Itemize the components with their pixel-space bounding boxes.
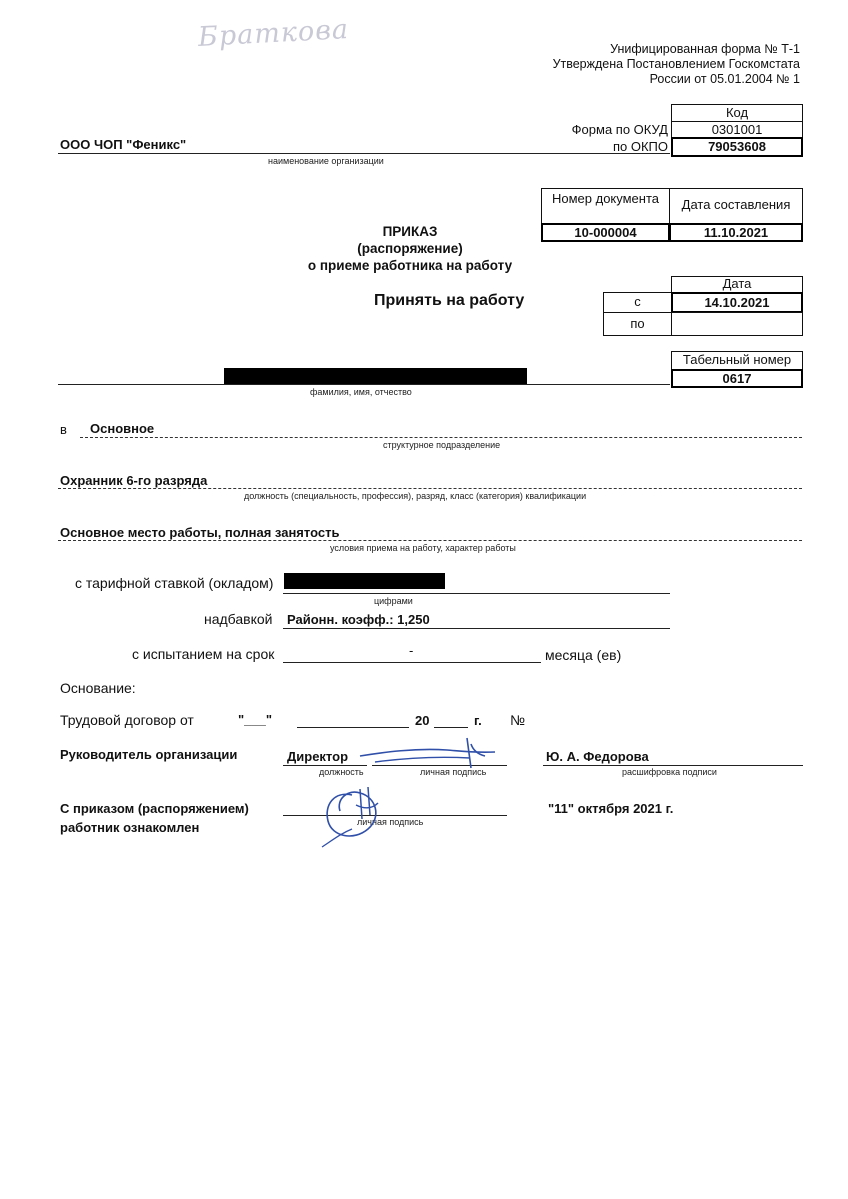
form-header (440, 42, 800, 87)
probation-value: - (409, 643, 414, 658)
salary-caption: цифрами (374, 596, 413, 606)
department-value: Основное (90, 421, 155, 436)
organization-name: ООО ЧОП "Феникс" (60, 137, 187, 152)
okud-label: Форма по ОКУД (571, 122, 668, 137)
conditions-underline (58, 540, 802, 541)
doc-number-cell: 10-000004 (541, 223, 670, 242)
tab-number-header-cell: Табельный номер (671, 351, 803, 370)
doc-date-header-cell: Дата составления (669, 188, 803, 224)
salary-value-redacted (284, 573, 445, 589)
acknowledge-date: "11" октября 2021 г. (548, 801, 674, 816)
position-caption: должность (специальность, профессия), разряд, класс (категория) квалификации (244, 491, 587, 501)
okud-value-cell: 0301001 (671, 121, 803, 139)
acknowledge-signature-caption: личная подпись (357, 817, 424, 827)
bonus-value: Районн. коэфф.: 1,250 (287, 612, 430, 627)
salary-underline (283, 593, 670, 594)
hire-from-value-cell: 14.10.2021 (671, 292, 803, 313)
organization-underline (58, 153, 670, 154)
employee-name-redacted (224, 368, 527, 384)
basis-label: Основание: (60, 680, 136, 696)
position-value: Охранник 6-го разряда (60, 473, 208, 488)
order-title-line1: ПРИКАЗ (382, 224, 438, 239)
hire-to-label-cell: по (603, 312, 672, 336)
okpo-value-cell: 79053608 (671, 137, 803, 157)
department-underline (80, 437, 802, 438)
probation-underline (283, 662, 541, 663)
acknowledge-line1: С приказом (распоряжением) (60, 801, 249, 816)
hire-from-label-cell: с (603, 292, 672, 313)
probation-unit: месяца (ев) (545, 647, 622, 663)
doc-number-header-cell: Номер документа (541, 188, 670, 224)
hire-date-header-cell: Дата (671, 276, 803, 293)
order-title-line2: (распоряжение) (357, 241, 463, 256)
head-signature-caption: личная подпись (420, 767, 487, 777)
handwritten-note: Браткова (197, 14, 350, 53)
bonus-underline (283, 628, 670, 629)
order-title (270, 223, 550, 274)
doc-date-cell: 11.10.2021 (669, 223, 803, 242)
bonus-label: надбавкой (204, 611, 273, 627)
contract-year-suffix: г. (474, 713, 482, 728)
contract-year-underline (434, 727, 468, 728)
conditions-caption: условия приема на работу, характер работы (330, 543, 516, 553)
head-name: Ю. А. Федорова (546, 749, 649, 764)
employee-underline (58, 384, 670, 385)
form-header-line1: Унифицированная форма № Т-1 (610, 42, 800, 56)
contract-number-label: № (510, 712, 526, 728)
contract-month-underline (297, 727, 409, 728)
head-name-caption: расшифровка подписи (622, 767, 717, 777)
employee-signature (312, 775, 392, 855)
salary-label: с тарифной ставкой (окладом) (75, 575, 274, 591)
form-header-line2: Утверждена Постановлением Госкомстата (552, 57, 800, 71)
hire-label: Принять на работу (374, 292, 525, 309)
department-prefix: в (60, 422, 67, 437)
head-label: Руководитель организации (60, 747, 238, 762)
form-header-line3: России от 05.01.2004 № 1 (649, 72, 800, 86)
okpo-label: по ОКПО (612, 139, 668, 154)
contract-day-placeholder: "___" (238, 712, 273, 727)
employee-caption: фамилия, имя, отчество (310, 387, 412, 397)
contract-label: Трудовой договор от (60, 712, 194, 728)
head-name-underline (543, 765, 803, 766)
department-caption: структурное подразделение (383, 440, 501, 450)
tab-number-value-cell: 0617 (671, 369, 803, 388)
organization-caption: наименование организации (268, 156, 384, 166)
hire-to-value-cell (671, 312, 803, 336)
position-underline (58, 488, 802, 489)
order-title-line3: о приеме работника на работу (307, 258, 513, 273)
head-signature (355, 734, 505, 774)
head-position-caption: должность (319, 767, 364, 777)
head-position: Директор (287, 749, 349, 764)
acknowledge-text (60, 799, 249, 837)
probation-label: с испытанием на срок (132, 646, 275, 662)
acknowledge-line2: работник ознакомлен (60, 820, 200, 835)
contract-year-prefix: 20 (415, 713, 430, 728)
codes-header-cell: Код (671, 104, 803, 122)
conditions-value: Основное место работы, полная занятость (60, 525, 340, 540)
